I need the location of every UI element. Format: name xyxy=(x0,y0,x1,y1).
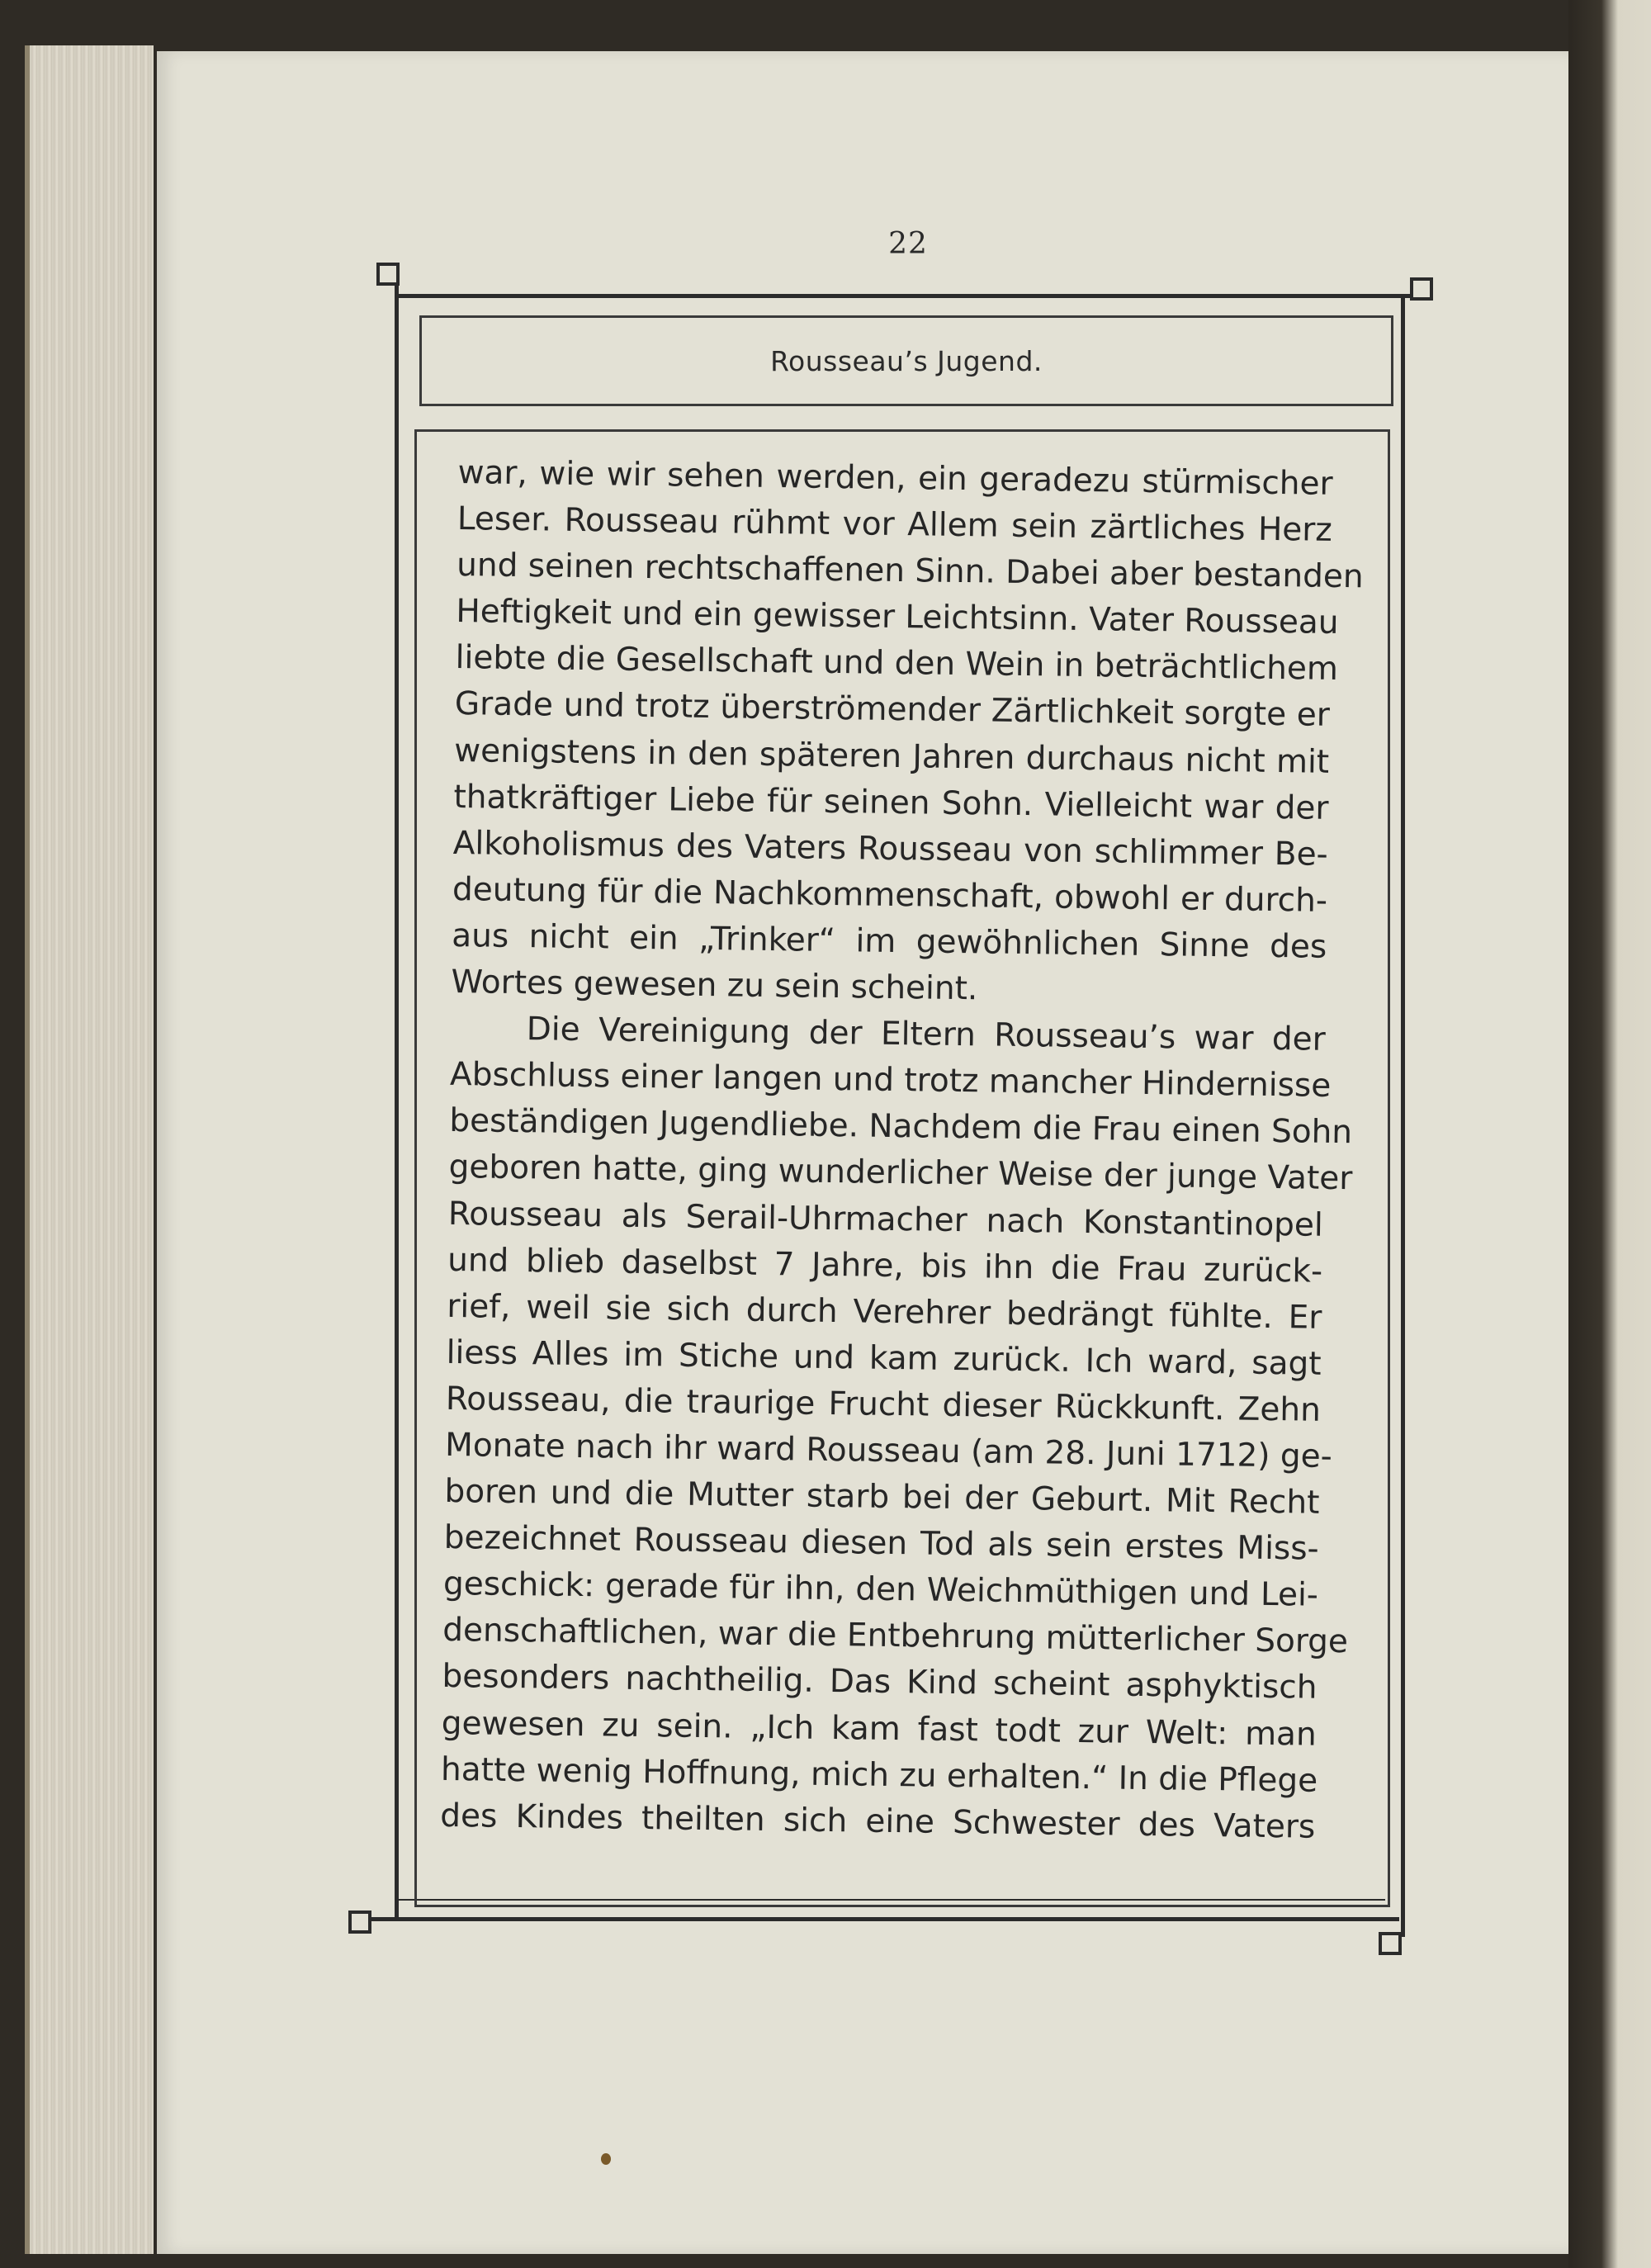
text-line: liess Alles im Stiche und kam zurück. Ich ward, sagt xyxy=(446,1333,1322,1383)
paragraph-2 xyxy=(440,1006,1353,1850)
text-line: thatkräftiger Liebe für seinen Sohn. Vielleicht war der xyxy=(453,778,1329,827)
text-line: Heftigkeit und ein gewisser Leichtsinn. Vater Rousseau xyxy=(456,593,1339,642)
frame-bottom-rule xyxy=(363,1917,1399,1921)
text-line: war, wie wir sehen werden, ein geradezu stürmischer xyxy=(457,453,1333,503)
running-header: Rousseau’s Jugend. xyxy=(770,344,1043,377)
text-line: denschaftlichen, war die Entbehrung mütterlicher Sorge xyxy=(442,1612,1349,1661)
text-line: gewesen zu sein. „Ich kam fast todt zur Welt: man xyxy=(441,1704,1317,1754)
text-line: hatte wenig Hoffnung, mich zu erhalten.“ In die Pflege xyxy=(440,1750,1318,1800)
text-line: Grade und trotz überströmender Zärtlichkeit sorgte er xyxy=(454,685,1331,735)
text-line: und seinen rechtschaffenen Sinn. Dabei aber bestanden xyxy=(456,547,1364,596)
frame-right-rule xyxy=(1401,294,1405,1937)
paper-speck xyxy=(601,2153,611,2165)
facing-page-edge xyxy=(1568,0,1651,2268)
text-line: deutung für die Nachkommenschaft, obwohl er durch- xyxy=(452,870,1328,920)
text-line: aus nicht ein „Trinker“ im gewöhnlichen Sinne des xyxy=(452,916,1327,966)
text-line: Alkoholismus des Vaters Rousseau von schlimmer Be- xyxy=(452,824,1328,874)
frame-left-rule xyxy=(395,277,399,1920)
text-line: geboren hatte, ging wunderlicher Weise der junge Vater xyxy=(448,1148,1353,1198)
page-number: 22 xyxy=(888,227,928,261)
book-page-edges xyxy=(25,45,154,2254)
text-line: Rousseau als Serail-Uhrmacher nach Konstantinopel xyxy=(447,1195,1324,1244)
text-line: Monate nach ihr ward Rousseau (am 28. Juni 1712) ge- xyxy=(444,1426,1333,1475)
frame-corner-bottom-left xyxy=(348,1911,371,1934)
running-header-box xyxy=(419,315,1393,406)
text-line: boren und die Mutter starb bei der Geburt. Mit Recht xyxy=(444,1472,1320,1522)
frame-corner-bottom-right xyxy=(1379,1932,1402,1955)
text-line: beständigen Jugendliebe. Nachdem die Frau einen Sohn xyxy=(449,1102,1353,1152)
body-text xyxy=(440,450,1364,1851)
frame-corner-top-left xyxy=(376,263,400,286)
text-line: Abschluss einer langen und trotz mancher Hindernisse xyxy=(449,1056,1332,1106)
frame-top-rule xyxy=(395,294,1422,298)
paragraph-1 xyxy=(451,450,1364,1017)
text-line: des Kindes theilten sich eine Schwester des Vaters xyxy=(440,1797,1316,1846)
text-line: liebte die Gesellschaft und den Wein in beträchtlichem xyxy=(455,639,1339,689)
text-line: Die Vereinigung der Eltern Rousseau’s war der xyxy=(526,1011,1327,1058)
text-line: und blieb daselbst 7 Jahre, bis ihn die Frau zurück- xyxy=(447,1241,1323,1290)
text-line: wenigstens in den späteren Jahren durchaus nicht mit xyxy=(453,732,1330,781)
text-line: besonders nachtheilig. Das Kind scheint asphyktisch xyxy=(442,1658,1317,1707)
frame-corner-top-right xyxy=(1410,277,1433,301)
text-line: rief, weil sie sich durch Verehrer bedrängt fühlte. Er xyxy=(447,1287,1322,1337)
text-line: bezeichnet Rousseau diesen Tod als sein erstes Miss- xyxy=(443,1519,1319,1568)
text-line: geschick: gerade für ihn, den Weichmüthigen und Lei- xyxy=(442,1565,1319,1615)
text-line: Wortes gewesen zu sein scheint. xyxy=(451,963,978,1008)
text-line: Leser. Rousseau rühmt vor Allem sein zärtliches Herz xyxy=(457,500,1333,549)
text-line: Rousseau, die traurige Frucht dieser Rückkunft. Zehn xyxy=(445,1380,1322,1429)
